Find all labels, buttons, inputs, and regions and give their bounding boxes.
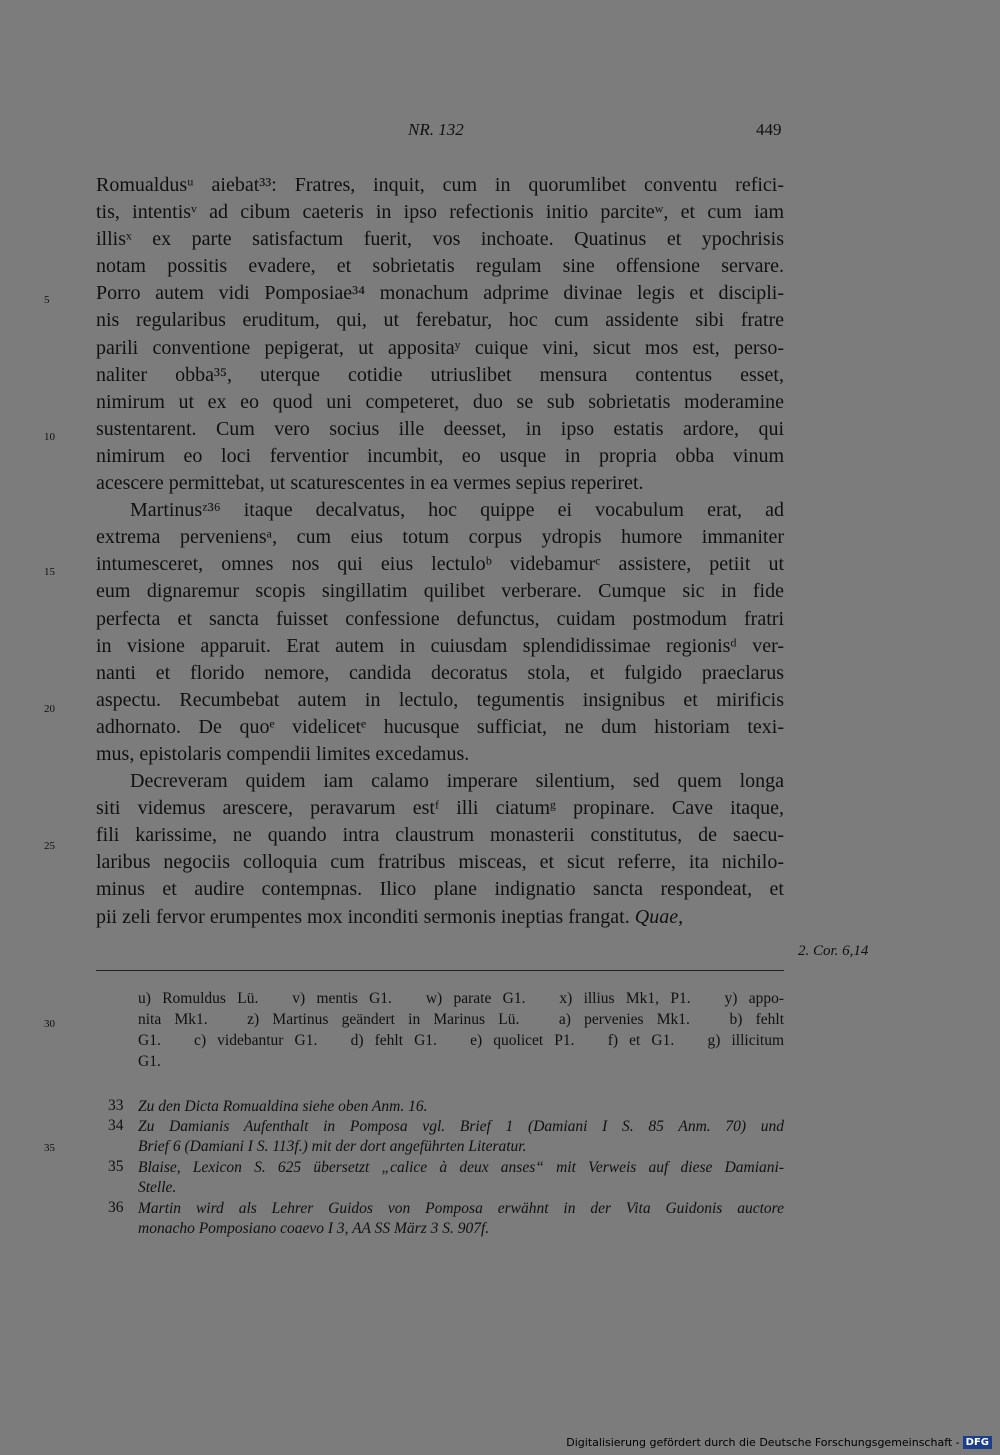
text-line: perfecta et sancta fuisset confessione defunctus, cuidam postmodum fratri <box>96 607 784 630</box>
text-line: Decreveram quidem iam calamo imperare silentium, sed quem longa <box>130 770 784 793</box>
digitization-credit <box>566 1436 992 1449</box>
footnote <box>108 1199 784 1239</box>
footnote-number: 35 <box>108 1158 124 1175</box>
footnote-line: Brief 6 (Damiani I S. 113f.) mit der dort angeführten Literatur. <box>138 1138 527 1155</box>
footnote-line: Stelle. <box>138 1179 177 1196</box>
line-number: 35 <box>44 1142 55 1154</box>
text-line: nimirum eo loci ferventior incumbit, eo usque in propria obba vinum <box>96 444 784 467</box>
footnote <box>108 1097 784 1117</box>
footnote <box>108 1158 784 1198</box>
margin-reference: 2. Cor. 6,14 <box>798 943 869 959</box>
page-number: 449 <box>756 120 782 139</box>
footnote-line: Zu den Dicta Romualdina siehe oben Anm. 16. <box>138 1098 428 1115</box>
text-line: parili conventione pepigerat, ut appositaʸ cuique vini, sicut mos est, perso- <box>96 336 784 359</box>
text-line: nanti et florido nemore, candida decoratus stola, et fulgido praeclarus <box>96 661 784 684</box>
main-text <box>96 172 784 931</box>
italic-word: Quae, <box>634 905 684 928</box>
text-line: fili karissime, ne quando intra claustrum monasterii constitutus, de saecu- <box>96 824 784 847</box>
text-line: illisˣ ex parte satisfactum fuerit, vos inchoate. Quatinus et ypochrisis <box>96 228 784 251</box>
footnote-line: Zu Damianis Aufenthalt in Pomposa vgl. Brief 1 (Damiani I S. 85 Anm. 70) und <box>138 1118 784 1135</box>
line-number: 5 <box>44 294 50 306</box>
line-number: 30 <box>44 1018 55 1030</box>
footnote-number: 33 <box>108 1097 124 1114</box>
text-line: pii zeli fervor erumpentes mox inconditi sermonis ineptias frangat. Quae, <box>96 905 684 928</box>
text-line: naliter obba³⁵, uterque cotidie utriuslibet mensura contentus esset, <box>96 363 784 386</box>
text-line: eum dignaremur scopis singillatim quilibet verberare. Cumque sic in fide <box>96 580 784 603</box>
text-line: tis, intentisᵛ ad cibum caeteris in ipso refectionis initio parciteʷ, et cum iam <box>96 201 784 224</box>
credit-text: Digitalisierung gefördert durch die Deutsche Forschungsgemeinschaft - <box>566 1436 960 1449</box>
text-line: Martinusᶻ³⁶ itaque decalvatus, hoc quippe ei vocabulum erat, ad <box>130 499 784 522</box>
line-number: 10 <box>44 431 55 443</box>
footnote-number: 34 <box>108 1117 124 1134</box>
text-line: aspectu. Recumbebat autem in lectulo, tegumentis insignibus et mirificis <box>96 688 784 711</box>
text-line: Romualdusᵘ aiebat³³: Fratres, inquit, cum in quorumlibet conventu refici- <box>96 174 784 196</box>
footnote-line: monacho Pomposiano coaevo I 3, AA SS März 3 S. 907f. <box>138 1220 490 1237</box>
text-line: intumesceret, omnes nos qui eius lectuloᵇ videbamurᶜ assistere, petiit ut <box>96 553 784 576</box>
critical-apparatus <box>138 988 784 1072</box>
line-number: 15 <box>44 566 55 578</box>
text-line: Porro autem vidi Pomposiae³⁴ monachum adprime divinae legis et discipli- <box>96 282 784 305</box>
text-line: mus, epistolaris compendii limites excedamus. <box>96 742 470 765</box>
line-number: 20 <box>44 703 55 715</box>
apparatus-line: nita Mk1. z) Martinus geändert in Marinus Lü. a) pervenies Mk1. b) fehlt <box>138 1011 784 1028</box>
text-line: extrema perveniensᵃ, cum eius totum corpus ydropis humore immaniter <box>96 526 784 549</box>
text-line: sustentarent. Cum vero socius ille deesset, in ipso estatis ardore, qui <box>96 417 784 440</box>
footnote-line: Martin wird als Lehrer Guidos von Pomposa erwähnt in der Vita Guidonis auctore <box>138 1200 784 1217</box>
text-line: notam possitis evadere, et sobrietatis regulam sine offensione servare. <box>96 255 784 278</box>
text-line: siti videmus arescere, peravarum estᶠ illi ciatumᵍ propinare. Cave itaque, <box>96 797 784 820</box>
apparatus-line: u) Romuldus Lü. v) mentis G1. w) parate G1. x) illius Mk1, P1. y) appo- <box>138 990 784 1007</box>
text-line: in visione apparuit. Erat autem in cuiusdam splendidissimae regionisᵈ ver- <box>96 634 784 657</box>
text-line: nis regularibus eruditum, qui, ut ferebatur, hoc cum assidente sibi fratre <box>96 309 784 332</box>
text-line: minus et audire contempnas. Ilico plane indignatio sancta respondeat, et <box>96 878 784 901</box>
footnote-line: Blaise, Lexicon S. 625 übersetzt „calice à deux anses“ mit Verweis auf diese Damiani- <box>138 1159 784 1176</box>
text-line: acescere permittebat, ut scaturescentes in ea vermes sepius reperiret. <box>96 472 644 495</box>
apparatus-line: G1. <box>138 1053 161 1070</box>
apparatus-divider <box>96 970 784 971</box>
line-number: 25 <box>44 840 55 852</box>
dfg-logo: DFG <box>963 1436 992 1449</box>
text-line: nimirum ut ex eo quod uni competeret, duo se sub sobrietatis moderamine <box>96 390 784 413</box>
running-header-title: NR. 132 <box>408 120 464 139</box>
text-line: adhornato. De quoᵉ videlicetᵉ hucusque sufficiat, ne dum historiam texi- <box>96 715 784 738</box>
footnote-number: 36 <box>108 1199 124 1216</box>
footnote <box>108 1117 784 1157</box>
text-line: laribus negociis colloquia cum fratribus misceas, et sicut referre, ita nichilo- <box>96 851 784 874</box>
apparatus-line: G1. c) videbantur G1. d) fehlt G1. e) quolicet P1. f) et G1. g) illicitum <box>138 1032 784 1049</box>
